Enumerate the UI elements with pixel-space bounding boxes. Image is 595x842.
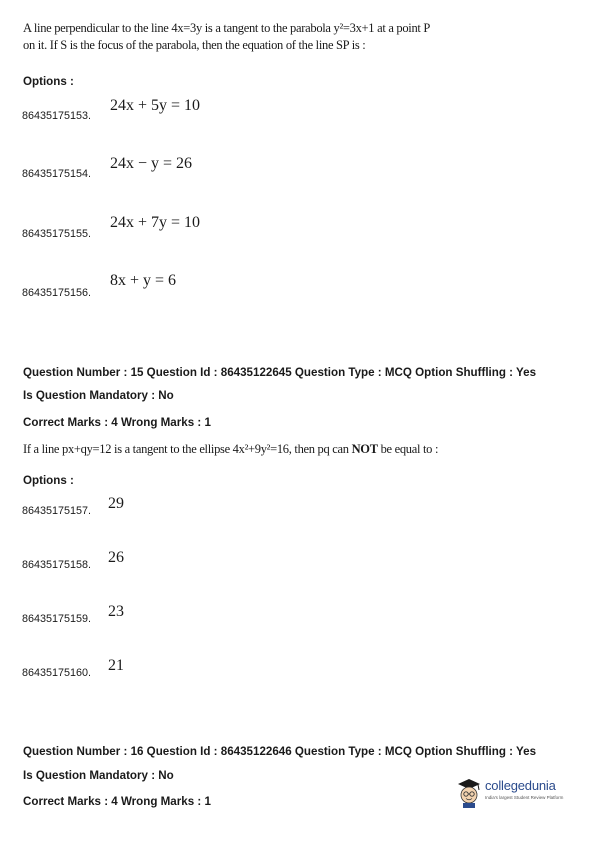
question-15-marks: Correct Marks : 4 Wrong Marks : 1	[23, 416, 211, 429]
option-value: 23	[108, 603, 124, 620]
option-value: 26	[108, 549, 124, 566]
collegedunia-logo	[455, 776, 585, 810]
option-id: 86435175154.	[22, 168, 92, 180]
question-15-text-not: NOT	[351, 442, 378, 456]
option-value: 29	[108, 495, 124, 512]
option-math: 8x + y = 6	[110, 272, 177, 289]
question-14-options-label: Options :	[23, 75, 74, 88]
option-id: 86435175160.	[22, 667, 92, 679]
question-16-marks: Correct Marks : 4 Wrong Marks : 1	[23, 795, 211, 808]
logo-tagline: India's largest Student Review Platform	[485, 795, 564, 800]
option-id: 86435175156.	[22, 287, 92, 299]
question-14-text-line-2: on it. If S is the focus of the parabola, then the equation of the line SP is :	[23, 38, 366, 52]
question-16-header: Question Number : 16 Question Id : 86435122646 Question Type : MCQ Option Shuffling : Yes	[23, 745, 537, 758]
question-15-text	[23, 442, 438, 457]
option-id: 86435175158.	[22, 559, 92, 571]
question-15-header: Question Number : 15 Question Id : 86435122645 Question Type : MCQ Option Shuffling : Yes	[23, 366, 537, 379]
option-math: 24x + 5y = 10	[110, 97, 201, 114]
logo-wordmark: collegedunia	[485, 778, 556, 793]
option-id: 86435175157.	[22, 505, 92, 517]
question-15-text-b: be equal to :	[377, 442, 439, 456]
student-mascot-icon	[455, 776, 483, 808]
option-id: 86435175153.	[22, 110, 92, 122]
question-14-text-line-1: A line perpendicular to the line 4x=3y is a tangent to the parabola y²=3x+1 at a point P	[23, 21, 431, 35]
option-id: 86435175159.	[22, 613, 92, 625]
question-16-mandatory: Is Question Mandatory : No	[23, 769, 174, 782]
question-15-mandatory: Is Question Mandatory : No	[23, 389, 174, 402]
question-15-text-a: If a line px+qy=12 is a tangent to the ellipse 4x²+9y²=16, then pq can	[23, 442, 352, 456]
option-math: 24x + 7y = 10	[110, 214, 201, 231]
option-math: 24x − y = 26	[110, 155, 193, 172]
question-15-options-label: Options :	[23, 474, 74, 487]
option-value: 21	[108, 657, 124, 674]
option-id: 86435175155.	[22, 228, 92, 240]
